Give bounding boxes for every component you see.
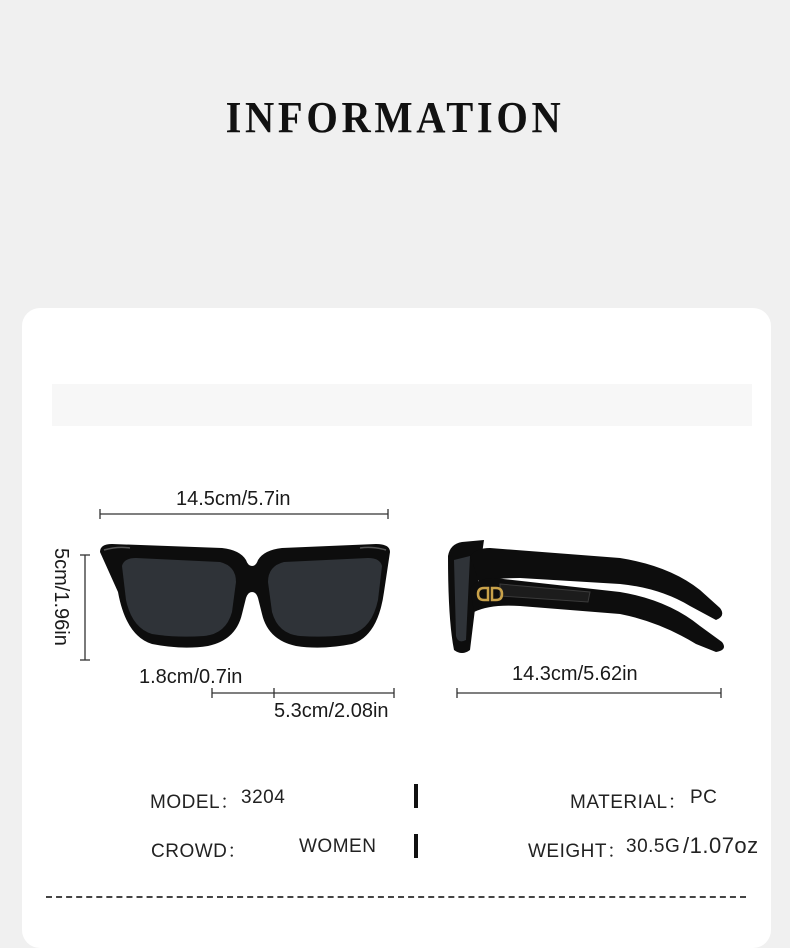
dashed-divider <box>46 896 746 898</box>
crowd-label: CROWD： <box>151 841 247 862</box>
temple-length-label: 14.3cm/5.62in <box>512 663 638 685</box>
model-label: MODEL： <box>150 792 240 813</box>
weight-value-grams: 30.5G <box>626 836 681 857</box>
lens-height-label: 5cm/1.96in <box>50 548 72 646</box>
frame-width-label: 14.5cm/5.7in <box>176 488 291 510</box>
sunglasses-side-icon <box>448 540 724 653</box>
bridge-width-label: 1.8cm/0.7in <box>139 666 243 688</box>
separator <box>414 834 418 858</box>
sunglasses-front-icon <box>100 544 390 648</box>
page-title: INFORMATION <box>225 93 565 142</box>
crowd-value: WOMEN <box>299 836 377 857</box>
lens-width-label: 5.3cm/2.08in <box>274 700 389 722</box>
separator <box>414 784 418 808</box>
weight-value-ounces: /1.07oz <box>683 833 759 858</box>
model-value: 3204 <box>241 787 286 808</box>
weight-label: WEIGHT： <box>528 841 627 862</box>
material-value: PC <box>690 787 718 808</box>
material-label: MATERIAL： <box>570 792 688 813</box>
